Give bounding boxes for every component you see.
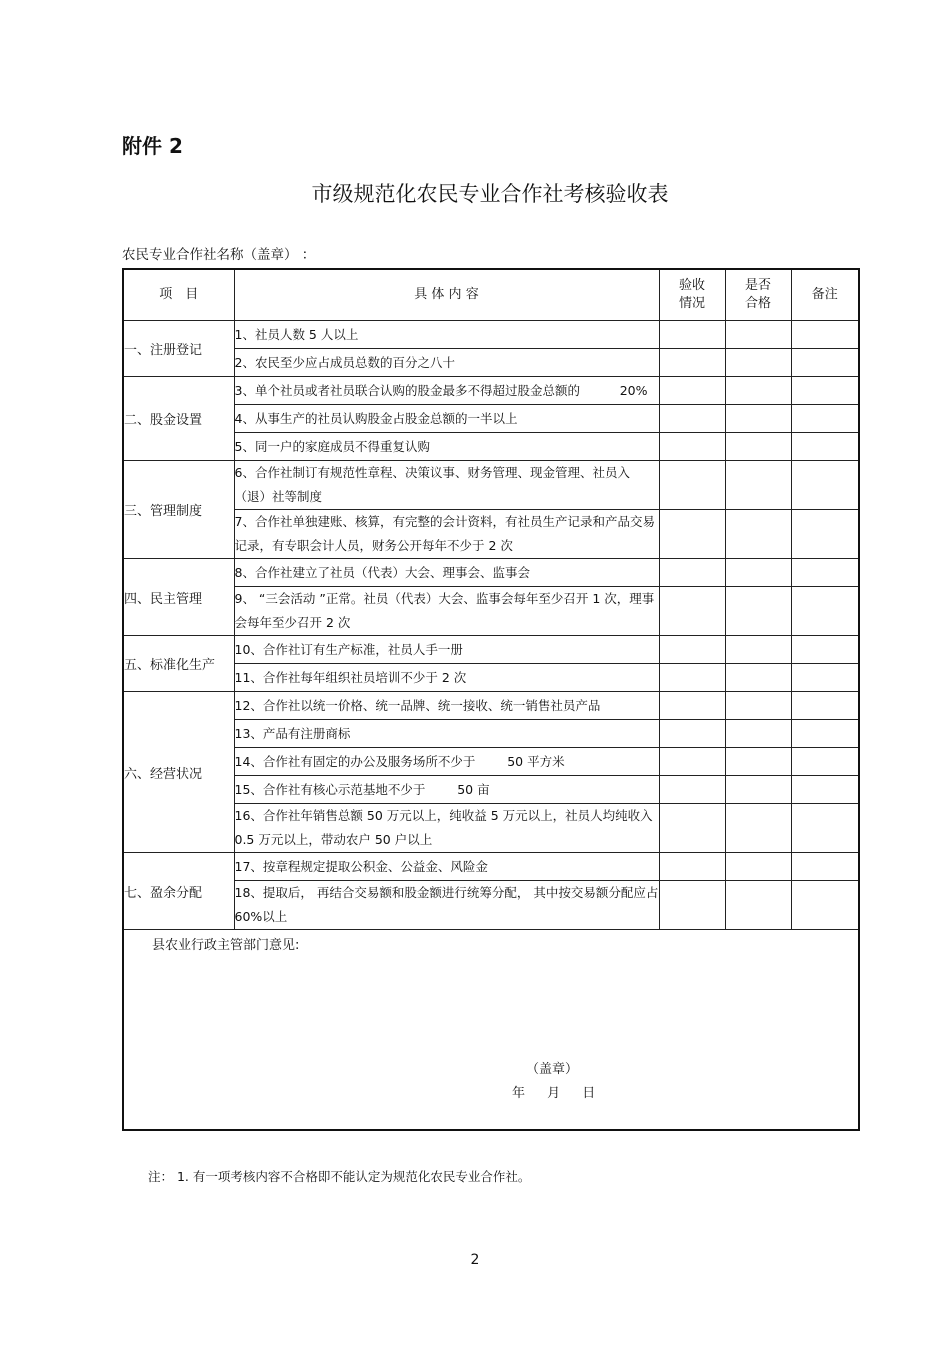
header-acceptance: 验收 情况 xyxy=(659,269,725,321)
qualified-cell[interactable] xyxy=(725,804,791,853)
category-democracy: 四、民主管理 xyxy=(123,559,234,636)
qualified-cell[interactable] xyxy=(725,405,791,433)
acceptance-cell[interactable] xyxy=(659,720,725,748)
remarks-cell[interactable] xyxy=(791,510,859,559)
item-8: 8、合作社建立了社员（代表）大会、理事会、监事会 xyxy=(234,559,659,587)
header-remarks: 备注 xyxy=(791,269,859,321)
qualified-cell[interactable] xyxy=(725,853,791,881)
category-surplus: 七、盈余分配 xyxy=(123,853,234,930)
header-project: 项 目 xyxy=(123,269,234,321)
remarks-cell[interactable] xyxy=(791,559,859,587)
qualified-cell[interactable] xyxy=(725,321,791,349)
qualified-cell[interactable] xyxy=(725,559,791,587)
coop-name-label: 农民专业合作社名称（盖章） ： xyxy=(122,247,316,263)
qualified-cell[interactable] xyxy=(725,776,791,804)
acceptance-cell[interactable] xyxy=(659,349,725,377)
item-7: 7、合作社单独建账、核算，有完整的会计资料，有社员生产记录和产品交易记录，有专职会计人员，财务公开每年不少于 2 次 xyxy=(234,510,659,559)
item-3: 3、单个社员或者社员联合认购的股金最多不得超过股金总额的 20% xyxy=(234,377,659,405)
item-18: 18、提取后， 再结合交易额和股金额进行统筹分配， 其中按交易额分配应占 60%以上 xyxy=(234,881,659,930)
acceptance-cell[interactable] xyxy=(659,321,725,349)
opinion-date: 年 月 日 xyxy=(512,1086,596,1101)
qualified-cell[interactable] xyxy=(725,377,791,405)
item-17: 17、按章程规定提取公积金、公益金、风险金 xyxy=(234,853,659,881)
category-standardization: 五、标准化生产 xyxy=(123,636,234,692)
assessment-table xyxy=(122,268,860,1131)
item-13: 13、产品有注册商标 xyxy=(234,720,659,748)
remarks-cell[interactable] xyxy=(791,776,859,804)
item-1: 1、社员人数 5 人以上 xyxy=(234,321,659,349)
item-14: 14、合作社有固定的办公及服务场所不少于 50 平方米 xyxy=(234,748,659,776)
category-management: 三、管理制度 xyxy=(123,461,234,559)
remarks-cell[interactable] xyxy=(791,349,859,377)
page-number: 2 xyxy=(470,1252,480,1268)
item-6: 6、合作社制订有规范性章程、决策议事、财务管理、现金管理、社员入（退）社等制度 xyxy=(234,461,659,510)
qualified-cell[interactable] xyxy=(725,720,791,748)
remarks-cell[interactable] xyxy=(791,405,859,433)
remarks-cell[interactable] xyxy=(791,853,859,881)
item-5: 5、同一户的家庭成员不得重复认购 xyxy=(234,433,659,461)
qualified-cell[interactable] xyxy=(725,433,791,461)
qualified-cell[interactable] xyxy=(725,461,791,510)
remarks-cell[interactable] xyxy=(791,587,859,636)
qualified-cell[interactable] xyxy=(725,748,791,776)
item-9: 9、 “三会活动 ”正常。社员（代表）大会、监事会每年至少召开 1 次，理事会每年至少召开 2 次 xyxy=(234,587,659,636)
remarks-cell[interactable] xyxy=(791,636,859,664)
acceptance-cell[interactable] xyxy=(659,405,725,433)
remarks-cell[interactable] xyxy=(791,748,859,776)
item-4: 4、从事生产的社员认购股金占股金总额的一半以上 xyxy=(234,405,659,433)
remarks-cell[interactable] xyxy=(791,720,859,748)
footnote: 注： 1. 有一项考核内容不合格即不能认定为规范化农民专业合作社。 xyxy=(148,1169,531,1184)
acceptance-cell[interactable] xyxy=(659,433,725,461)
opinion-seal: （盖章） xyxy=(526,1062,579,1077)
acceptance-cell[interactable] xyxy=(659,587,725,636)
item-15: 15、合作社有核心示范基地不少于 50 亩 xyxy=(234,776,659,804)
remarks-cell[interactable] xyxy=(791,881,859,930)
acceptance-cell[interactable] xyxy=(659,881,725,930)
remarks-cell[interactable] xyxy=(791,461,859,510)
item-2: 2、农民至少应占成员总数的百分之八十 xyxy=(234,349,659,377)
remarks-cell[interactable] xyxy=(791,664,859,692)
remarks-cell[interactable] xyxy=(791,692,859,720)
qualified-cell[interactable] xyxy=(725,664,791,692)
opinion-label: 县农业行政主管部门意见: xyxy=(152,938,300,953)
attachment-label: 附件 2 xyxy=(122,134,183,158)
item-12: 12、合作社以统一价格、统一品牌、统一接收、统一销售社员产品 xyxy=(234,692,659,720)
acceptance-cell[interactable] xyxy=(659,776,725,804)
category-registration: 一、注册登记 xyxy=(123,321,234,377)
header-qualified: 是否 合格 xyxy=(725,269,791,321)
acceptance-cell[interactable] xyxy=(659,510,725,559)
qualified-cell[interactable] xyxy=(725,881,791,930)
category-operations: 六、经营状况 xyxy=(123,692,234,853)
item-11: 11、合作社每年组织社员培训不少于 2 次 xyxy=(234,664,659,692)
qualified-cell[interactable] xyxy=(725,587,791,636)
header-content: 具 体 内 容 xyxy=(234,269,659,321)
remarks-cell[interactable] xyxy=(791,377,859,405)
acceptance-cell[interactable] xyxy=(659,748,725,776)
acceptance-cell[interactable] xyxy=(659,461,725,510)
county-opinion-cell[interactable] xyxy=(123,930,859,1131)
form-title: 市级规范化农民专业合作社考核验收表 xyxy=(311,182,669,206)
category-shares: 二、股金设置 xyxy=(123,377,234,461)
remarks-cell[interactable] xyxy=(791,433,859,461)
qualified-cell[interactable] xyxy=(725,510,791,559)
acceptance-cell[interactable] xyxy=(659,636,725,664)
acceptance-cell[interactable] xyxy=(659,377,725,405)
qualified-cell[interactable] xyxy=(725,349,791,377)
item-10: 10、合作社订有生产标准，社员人手一册 xyxy=(234,636,659,664)
acceptance-cell[interactable] xyxy=(659,664,725,692)
remarks-cell[interactable] xyxy=(791,804,859,853)
acceptance-cell[interactable] xyxy=(659,804,725,853)
acceptance-cell[interactable] xyxy=(659,692,725,720)
qualified-cell[interactable] xyxy=(725,636,791,664)
remarks-cell[interactable] xyxy=(791,321,859,349)
acceptance-cell[interactable] xyxy=(659,853,725,881)
acceptance-cell[interactable] xyxy=(659,559,725,587)
item-16: 16、合作社年销售总额 50 万元以上，纯收益 5 万元以上，社员人均纯收入 0.5 万元以上，带动农户 50 户以上 xyxy=(234,804,659,853)
qualified-cell[interactable] xyxy=(725,692,791,720)
